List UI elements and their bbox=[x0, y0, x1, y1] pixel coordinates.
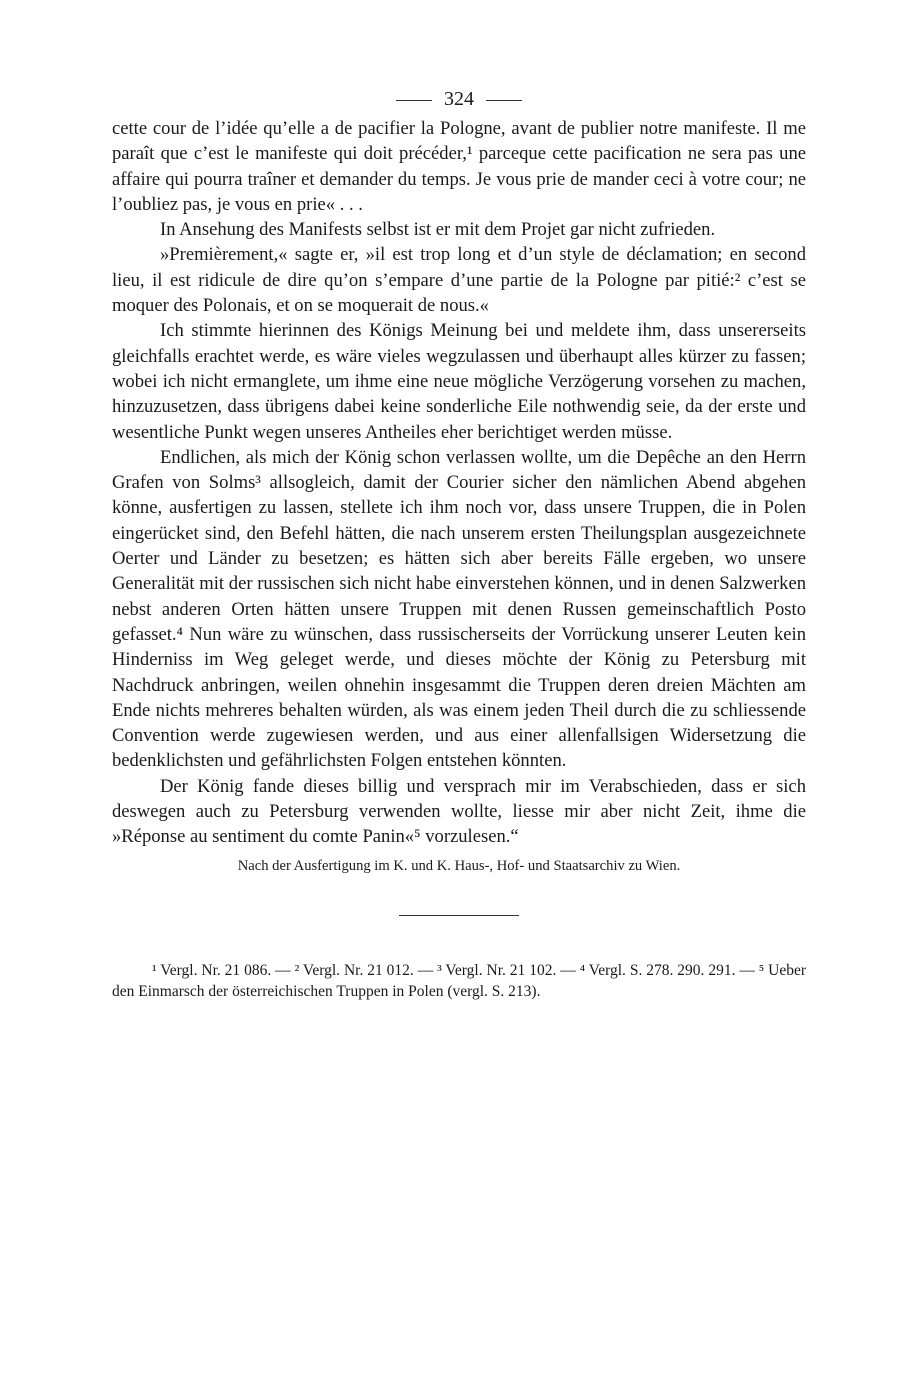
document-page bbox=[112, 82, 806, 1002]
paragraph: Endlichen, als mich der König schon verlassen wollte, um die Depêche an den Herrn Grafen von Solms³ allsogleich, damit der Courier sicher den nämlichen Abend abgehen könne, ausfertigen zu lassen, stellete ich ihm noch vor, dass unsere Truppen, die in Polen eingerücket sind, den Befehl hätten, die nach unserem ersten Theilungsplan ausgezeichnete Oerter und Länder zu besetzen; es hätten sich aber bereits Fälle ergeben, wo unsere Generalität mit der russischen sich nicht habe einverstehen können, und in denen Salzwerken nebst anderen Orten hätten unsere Truppen mit denen Russen gemeinschaftlich Posto gefasset.⁴ Nun wäre zu wünschen, dass russischerseits der Vorrückung unserer Leuten kein Hinderniss im Weg geleget werde, und dieses möchte der König zu Petersburg mit Nachdruck anbringen, weilen ohnehin insgesammt die Truppen deren dreien Mächten am Ende nichts mehreres behalten würden, als was einem jeden Theil durch die zu schliessende Convention werde zugewiesen werden, und aus einer allenfallsigen Widersetzung die bedenklichsten und gefährlichsten Folgen entstehen könnten. bbox=[112, 446, 806, 772]
paragraph: »Premièrement,« sagte er, »il est trop long et d’un style de déclamation; en second lieu, il est ridicule de dire qu’on s’empare d’une partie de la Pologne par pitié:² c’est se moquer des Polonais, et on se moquerait de nous.« bbox=[112, 244, 806, 317]
source-note: Nach der Ausfertigung im K. und K. Haus-, Hof- und Staatsarchiv zu Wien. bbox=[237, 857, 681, 874]
body-text bbox=[112, 116, 806, 850]
page-number: 324 bbox=[444, 88, 474, 110]
paragraph: Ich stimmte hierinnen des Königs Meinung bei und meldete ihm, dass unsererseits gleichfalls erachtet werde, es wäre vieles wegzulassen und überhaupt alles kürzer zu fassen; wobei ich nicht ermanglete, um ihme eine neue mögliche Verzögerung vorsehen zu machen, hinzuzusetzen, dass übrigens dabei keine sonderliche Eile nothwendig seie, da der erste und wesentliche Punkt wegen unseres Antheiles eher berichtiget werden müsse. bbox=[112, 320, 806, 443]
footnote-text: ¹ Vergl. Nr. 21 086. — ² Vergl. Nr. 21 012. — ³ Vergl. Nr. 21 102. — ⁴ Vergl. S. 278. 290. 291. — ⁵ Ueber den Einmarsch der österreichischen Truppen in Polen (vergl. S. 213). bbox=[112, 961, 806, 1000]
page-header bbox=[112, 82, 806, 116]
paragraph: In Ansehung des Manifests selbst ist er mit dem Projet gar nicht zufrieden. bbox=[160, 219, 716, 241]
paragraph: Der König fande dieses billig und versprach mir im Verabschieden, dass er sich deswegen auch zu Petersburg verwenden wollte, liesse mir aber nicht Zeit, ihme die »Réponse au sentiment du comte Panin«⁵ vorzulesen.“ bbox=[112, 775, 806, 848]
paragraph: cette cour de l’idée qu’elle a de pacifier la Pologne, avant de publier notre manifeste. Il me paraît que c’est le manifeste qui doit précéder,¹ parceque cette pacification ne sera pas une affaire qui pourra traîner et demander du temps. Je vous prie de mander ceci à votre cour; ne l’oubliez pas, je vous en prie« . . . bbox=[112, 118, 806, 215]
header-rule-left bbox=[396, 100, 432, 101]
footnotes bbox=[112, 960, 806, 1002]
header-rule-right bbox=[486, 100, 522, 101]
footnote-separator bbox=[399, 915, 519, 916]
